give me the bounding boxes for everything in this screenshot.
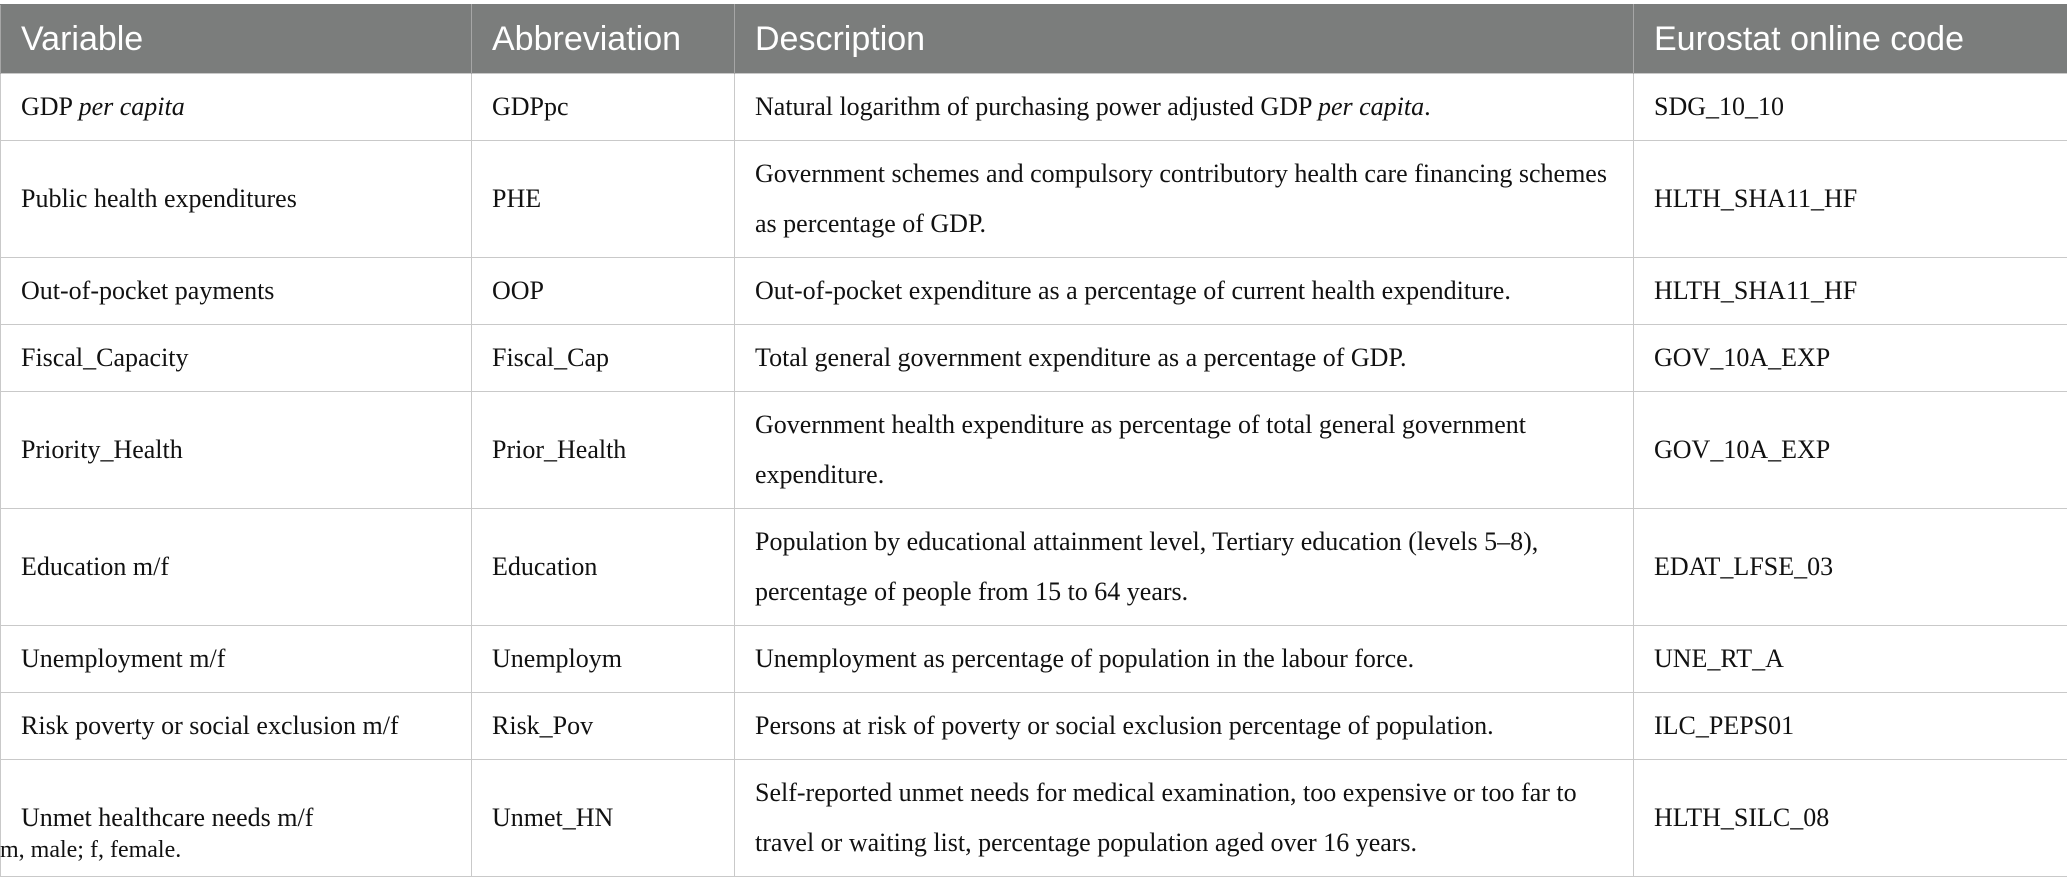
cell-variable: Out-of-pocket payments xyxy=(1,258,472,325)
cell-code: HLTH_SILC_08 xyxy=(1634,760,2067,877)
column-header-variable: Variable xyxy=(1,5,472,74)
column-header-description: Description xyxy=(735,5,1634,74)
cell-abbreviation: Fiscal_Cap xyxy=(472,325,735,392)
cell-abbreviation: Risk_Pov xyxy=(472,693,735,760)
cell-abbreviation: Unmet_HN xyxy=(472,760,735,877)
cell-description: Unemployment as percentage of population in the labour force. xyxy=(735,626,1634,693)
cell-variable: Public health expenditures xyxy=(1,141,472,258)
cell-code: EDAT_LFSE_03 xyxy=(1634,509,2067,626)
cell-abbreviation: PHE xyxy=(472,141,735,258)
cell-description: Self-reported unmet needs for medical examination, too expensive or too far to travel or waiting list, percentage population aged over 16 years. xyxy=(735,760,1634,877)
table-row xyxy=(1,258,2067,325)
description-text: Natural logarithm of purchasing power adjusted GDP xyxy=(755,92,1318,121)
cell-abbreviation: GDPpc xyxy=(472,74,735,141)
table-header-row xyxy=(1,5,2067,74)
table-footnote: m, male; f, female. xyxy=(0,837,182,863)
cell-description: Persons at risk of poverty or social exclusion percentage of population. xyxy=(735,693,1634,760)
cell-description: Government schemes and compulsory contributory health care financing schemes as percentage of GDP. xyxy=(735,141,1634,258)
table-row xyxy=(1,693,2067,760)
table-row xyxy=(1,325,2067,392)
cell-code: GOV_10A_EXP xyxy=(1634,325,2067,392)
cell-code: HLTH_SHA11_HF xyxy=(1634,258,2067,325)
description-italic-text: per capita xyxy=(1317,92,1425,121)
cell-variable: Unmet healthcare needs m/f xyxy=(1,760,472,877)
variable-text: GDP xyxy=(21,92,79,121)
description-suffix: . xyxy=(1424,92,1431,121)
column-header-code: Eurostat online code xyxy=(1634,5,2067,74)
cell-variable: Priority_Health xyxy=(1,392,472,509)
cell-abbreviation: Unemploym xyxy=(472,626,735,693)
cell-description: Total general government expenditure as a percentage of GDP. xyxy=(735,325,1634,392)
cell-code: HLTH_SHA11_HF xyxy=(1634,141,2067,258)
cell-description: Out-of-pocket expenditure as a percentage of current health expenditure. xyxy=(735,258,1634,325)
table-row xyxy=(1,392,2067,509)
column-header-abbreviation: Abbreviation xyxy=(472,5,735,74)
table-row xyxy=(1,626,2067,693)
cell-description xyxy=(735,74,1634,141)
table-container xyxy=(0,4,2067,877)
variable-italic-text: per capita xyxy=(78,92,185,121)
cell-code: GOV_10A_EXP xyxy=(1634,392,2067,509)
cell-variable: Risk poverty or social exclusion m/f xyxy=(1,693,472,760)
cell-code: ILC_PEPS01 xyxy=(1634,693,2067,760)
cell-abbreviation: OOP xyxy=(472,258,735,325)
cell-description: Population by educational attainment level, Tertiary education (levels 5–8), percentage of people from 15 to 64 years. xyxy=(735,509,1634,626)
cell-variable xyxy=(1,74,472,141)
cell-abbreviation: Education xyxy=(472,509,735,626)
variables-table xyxy=(0,4,2067,877)
cell-abbreviation: Prior_Health xyxy=(472,392,735,509)
cell-description: Government health expenditure as percentage of total general government expenditure. xyxy=(735,392,1634,509)
cell-code: UNE_RT_A xyxy=(1634,626,2067,693)
table-row xyxy=(1,760,2067,877)
table-row xyxy=(1,509,2067,626)
table-row xyxy=(1,141,2067,258)
cell-variable: Unemployment m/f xyxy=(1,626,472,693)
cell-variable: Fiscal_Capacity xyxy=(1,325,472,392)
table-row xyxy=(1,74,2067,141)
cell-variable: Education m/f xyxy=(1,509,472,626)
cell-code: SDG_10_10 xyxy=(1634,74,2067,141)
